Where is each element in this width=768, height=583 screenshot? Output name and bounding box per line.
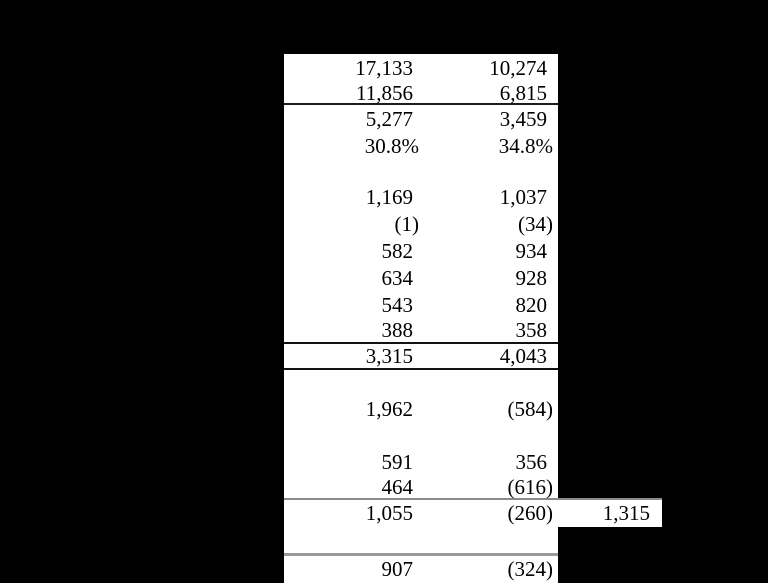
amount-cell-c2: 356 <box>515 450 547 474</box>
amount-cell-c2: (260) <box>507 501 553 525</box>
amount-cell-c1: 388 <box>381 318 413 342</box>
table-row <box>284 344 558 370</box>
table-row <box>284 319 558 344</box>
amount-cell-c2: 6,815 <box>499 80 547 105</box>
table-row <box>284 80 558 105</box>
table-spacer <box>284 370 558 396</box>
amount-cell-c2: 34.8% <box>498 134 553 158</box>
table-spacer <box>284 160 558 184</box>
amount-cell-c1: 1,055 <box>365 501 413 525</box>
amount-cell-c1: 582 <box>381 239 413 263</box>
financial-table <box>284 54 650 583</box>
amount-cell-c1: 1,169 <box>365 185 413 209</box>
amount-cell-c1: (1) <box>394 212 419 236</box>
amount-cell-c2: (584) <box>507 397 553 421</box>
table-row <box>284 238 558 265</box>
amount-cell-c2: (324) <box>507 557 553 581</box>
amount-cell-c2: 934 <box>515 239 547 263</box>
amount-cell-c2: 4,043 <box>499 343 547 368</box>
table-row <box>284 396 558 423</box>
amount-cell-c1: 30.8% <box>364 134 419 158</box>
amount-cell-c1: 1,962 <box>365 397 413 421</box>
amount-cell-c2: 3,459 <box>499 106 547 131</box>
table-row <box>284 556 558 583</box>
table-row <box>284 265 558 292</box>
amount-cell-c1: 634 <box>381 266 413 290</box>
amount-cell-c2: 1,037 <box>499 185 547 209</box>
amount-cell-c1: 464 <box>381 474 413 499</box>
table-spacer <box>284 423 558 449</box>
amount-cell-c1: 907 <box>381 557 413 581</box>
table-row <box>284 476 558 500</box>
amount-cell-c2: (34) <box>518 212 553 236</box>
table-spacer <box>284 527 558 556</box>
amount-cell-c1: 3,315 <box>365 343 413 368</box>
amount-cell-c1: 17,133 <box>355 56 413 80</box>
amount-cell-c3-callout: 1,315 <box>558 498 662 527</box>
amount-cell-c2: (616) <box>507 474 553 499</box>
table-row <box>284 184 558 211</box>
amount-cell-c1: 11,856 <box>356 80 413 105</box>
table-row <box>284 54 558 83</box>
table-row <box>284 211 558 238</box>
amount-cell-c2: 820 <box>515 293 547 317</box>
amount-cell-c2: 10,274 <box>489 56 547 80</box>
amount-cell-c2: 358 <box>515 318 547 342</box>
amount-cell-c1: 591 <box>381 450 413 474</box>
amount-cell-c2: 928 <box>515 266 547 290</box>
table-row <box>284 292 558 319</box>
table-row <box>284 105 558 133</box>
table-row <box>284 500 650 527</box>
amount-cell-c1: 5,277 <box>365 106 413 131</box>
amount-cell-c1: 543 <box>381 293 413 317</box>
table-row <box>284 449 558 476</box>
table-row <box>284 133 558 160</box>
